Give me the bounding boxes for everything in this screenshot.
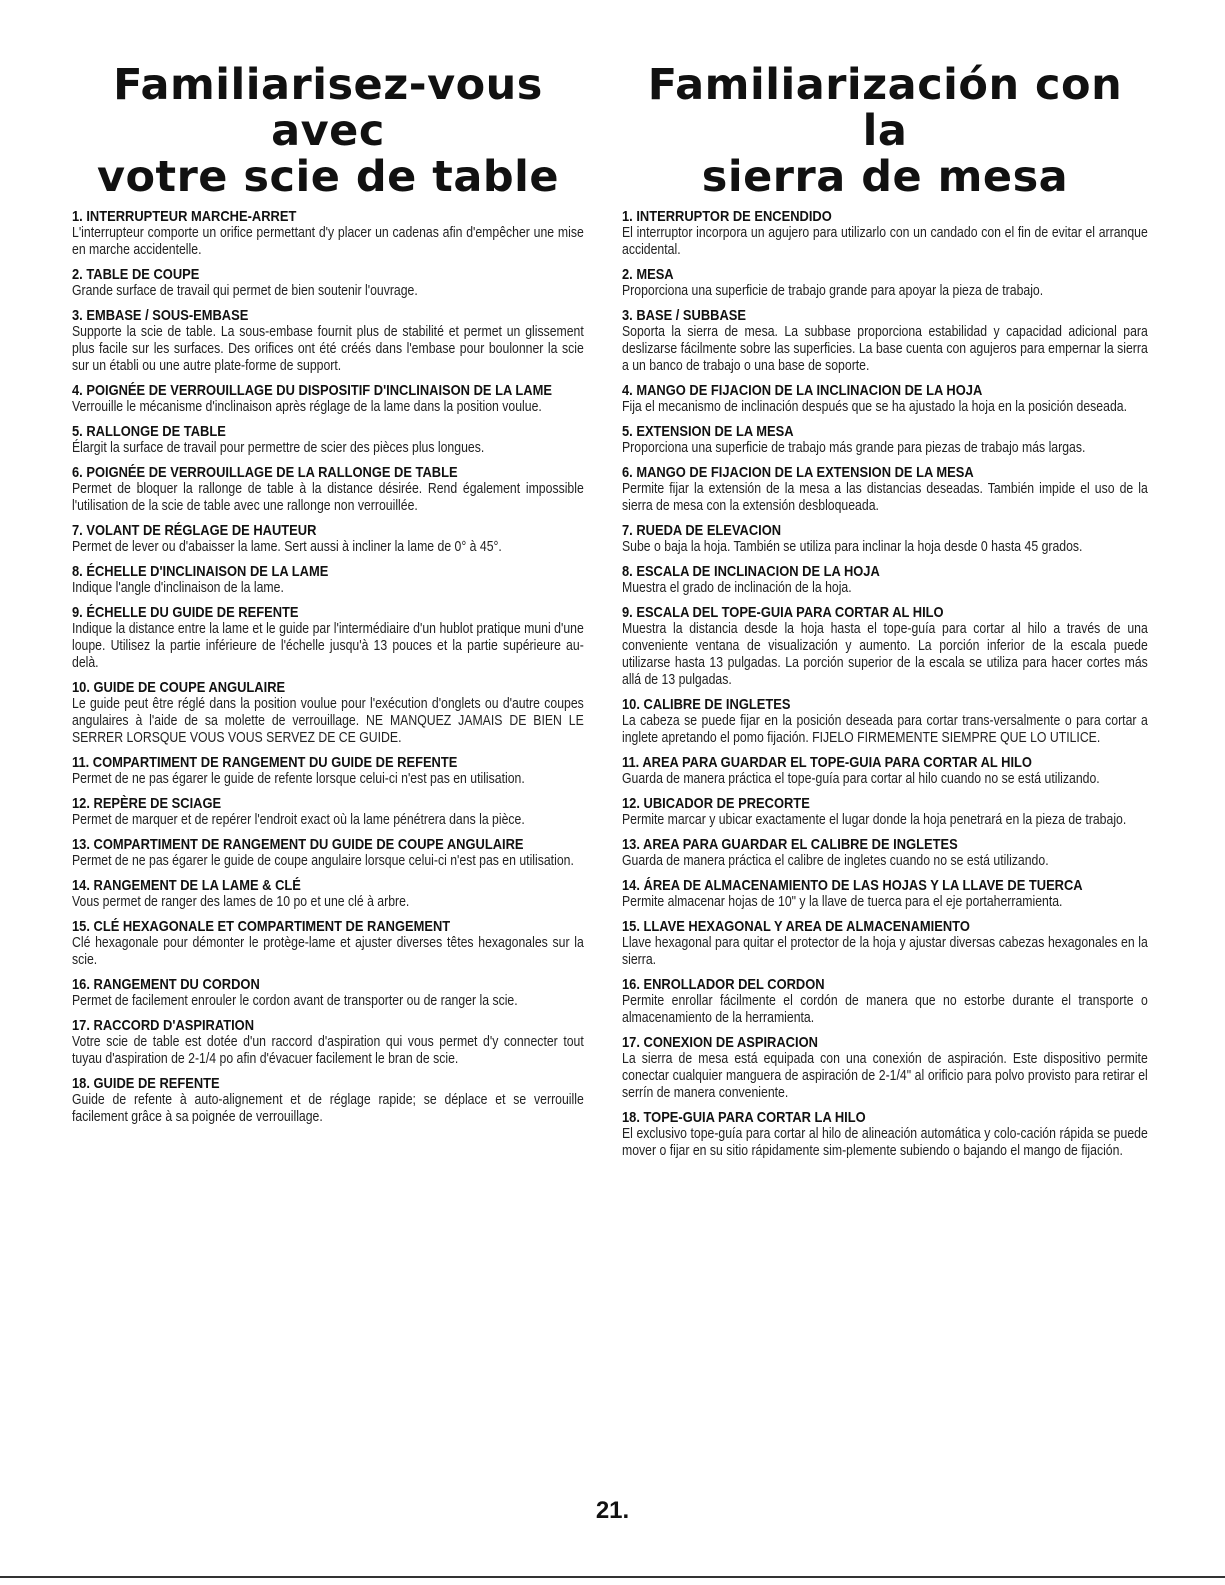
french-feature-heading: 8. ÉCHELLE D'INCLINAISON DE LA LAME (72, 563, 329, 580)
french-feature-description: Permet de ne pas égarer le guide de coupe angulaire lorsque celui-ci n'est pas en utilisation. (72, 853, 574, 869)
french-feature-heading: 3. EMBASE / SOUS-EMBASE (72, 307, 249, 324)
french-section-title (72, 62, 584, 200)
french-feature-item (72, 877, 584, 911)
spanish-feature-heading: 5. EXTENSION DE LA MESA (622, 423, 794, 440)
spanish-feature-item (622, 1109, 1148, 1160)
spanish-title-line-1: Familiarización con la (647, 60, 1123, 156)
bottom-divider (0, 1576, 1225, 1578)
spanish-feature-item (622, 464, 1148, 515)
french-column (72, 62, 584, 1133)
spanish-feature-heading: 13. AREA PARA GUARDAR EL CALIBRE DE INGLETES (622, 836, 958, 853)
spanish-feature-heading: 16. ENROLLADOR DEL CORDON (622, 976, 825, 993)
french-feature-description: Permet de marquer et de repérer l'endroit exact où la lame pénétrera dans la pièce. (72, 812, 525, 828)
spanish-section-title (622, 62, 1148, 200)
spanish-feature-item (622, 266, 1148, 300)
spanish-feature-heading: 6. MANGO DE FIJACION DE LA EXTENSION DE LA MESA (622, 464, 974, 481)
french-feature-heading: 5. RALLONGE DE TABLE (72, 423, 226, 440)
french-title-line-2: votre scie de table (96, 152, 560, 202)
spanish-feature-item (622, 836, 1148, 870)
french-feature-heading: 18. GUIDE DE REFENTE (72, 1075, 220, 1092)
spanish-feature-item (622, 382, 1148, 416)
french-feature-heading: 4. POIGNÉE DE VERROUILLAGE DU DISPOSITIF D'INCLINAISON DE LA LAME (72, 382, 552, 399)
french-feature-description: Indique la distance entre la lame et le guide par l'intermédiaire d'un hublot pratique muni d'une loupe. Utilisez la partie inférieure de l'échelle jusqu'à 13 pouces et la partie supérieure au-delà. (72, 621, 584, 671)
french-feature-item (72, 423, 584, 457)
spanish-feature-heading: 15. LLAVE HEXAGONAL Y AREA DE ALMACENAMIENTO (622, 918, 970, 935)
spanish-feature-heading: 10. CALIBRE DE INGLETES (622, 696, 791, 713)
french-feature-description: L'interrupteur comporte un orifice permettant d'y placer un cadenas afin d'empêcher une mise en marche accidentelle. (72, 225, 584, 258)
french-feature-description: Élargit la surface de travail pour permettre de scier des pièces plus longues. (72, 440, 485, 456)
spanish-feature-description: Permite almacenar hojas de 10" y la llave de tuerca para el eje portaherramienta. (622, 894, 1063, 910)
french-feature-description: Guide de refente à auto-alignement et de réglage rapide; se déplace et se verrouille facilement grâce à sa poignée de verrouillage. (72, 1092, 584, 1125)
spanish-feature-description: El exclusivo tope-guía para cortar al hilo de alineación automática y colo-cación rápida se puede mover o fijar en su sitio rápidamente sim-plemente subiendo o bajando el mango de fijación. (622, 1126, 1148, 1159)
french-feature-description: Grande surface de travail qui permet de bien soutenir l'ouvrage. (72, 283, 418, 299)
french-feature-item (72, 266, 584, 300)
spanish-feature-item (622, 877, 1148, 911)
spanish-feature-heading: 1. INTERRUPTOR DE ENCENDIDO (622, 208, 832, 225)
spanish-feature-heading: 3. BASE / SUBBASE (622, 307, 747, 324)
spanish-feature-description: Sube o baja la hoja. También se utiliza para inclinar la hoja desde 0 hasta 45 grados. (622, 539, 1083, 555)
spanish-feature-heading: 8. ESCALA DE INCLINACION DE LA HOJA (622, 563, 880, 580)
spanish-feature-heading: 12. UBICADOR DE PRECORTE (622, 795, 810, 812)
french-feature-item (72, 1017, 584, 1068)
french-feature-description: Permet de lever ou d'abaisser la lame. Sert aussi à incliner la lame de 0° à 45°. (72, 539, 502, 555)
french-feature-description: Clé hexagonale pour démonter le protège-lame et ajuster diverses têtes hexagonales sur la scie. (72, 935, 584, 968)
spanish-feature-description: Muestra el grado de inclinación de la hoja. (622, 580, 852, 596)
spanish-title-line-2: sierra de mesa (701, 152, 1069, 202)
french-feature-description: Vous permet de ranger des lames de 10 po et une clé à arbre. (72, 894, 410, 910)
french-feature-item (72, 795, 584, 829)
french-feature-description: Verrouille le mécanisme d'inclinaison après réglage de la lame dans la position voulue. (72, 399, 542, 415)
spanish-feature-item (622, 208, 1148, 259)
spanish-feature-description: Proporciona una superficie de trabajo más grande para piezas de trabajo más largas. (622, 440, 1086, 456)
page-number: 21. (595, 1497, 630, 1524)
french-feature-heading: 11. COMPARTIMENT DE RANGEMENT DU GUIDE DE REFENTE (72, 754, 458, 771)
french-feature-item (72, 1075, 584, 1126)
french-feature-heading: 13. COMPARTIMENT DE RANGEMENT DU GUIDE DE COUPE ANGULAIRE (72, 836, 524, 853)
french-feature-heading: 10. GUIDE DE COUPE ANGULAIRE (72, 679, 286, 696)
french-feature-item (72, 382, 584, 416)
french-feature-description: Permet de facilement enrouler le cordon avant de transporter ou de ranger la scie. (72, 993, 518, 1009)
french-feature-item (72, 679, 584, 747)
spanish-feature-item (622, 754, 1148, 788)
spanish-feature-description: Permite enrollar fácilmente el cordón de manera que no estorbe durante el transporte o almacenamiento de la herramienta. (622, 993, 1148, 1026)
french-feature-item (72, 464, 584, 515)
french-feature-heading: 15. CLÉ HEXAGONALE ET COMPARTIMENT DE RANGEMENT (72, 918, 451, 935)
spanish-feature-description: Llave hexagonal para quitar el protector de la hoja y ajustar diversas cabezas hexagonales en la sierra. (622, 935, 1148, 968)
spanish-feature-item (622, 976, 1148, 1027)
spanish-feature-description: Proporciona una superficie de trabajo grande para apoyar la pieza de trabajo. (622, 283, 1044, 299)
french-feature-heading: 16. RANGEMENT DU CORDON (72, 976, 260, 993)
french-feature-heading: 17. RACCORD D'ASPIRATION (72, 1017, 255, 1034)
spanish-feature-item (622, 1034, 1148, 1102)
spanish-feature-heading: 14. ÁREA DE ALMACENAMIENTO DE LAS HOJAS Y LA LLAVE DE TUERCA (622, 877, 1083, 894)
spanish-feature-heading: 18. TOPE-GUIA PARA CORTAR LA HILO (622, 1109, 866, 1126)
spanish-feature-item (622, 307, 1148, 375)
spanish-feature-description: Permite fijar la extensión de la mesa a las distancias deseadas. También impide el uso de la sierra de mesa con la extensión desbloqueada. (622, 481, 1148, 514)
spanish-feature-item (622, 522, 1148, 556)
spanish-feature-description: Muestra la distancia desde la hoja hasta el tope-guía para cortar al hilo a través de una conveniente ventana de visualización y aumento. La porción inferior de la escala puede utilizarse hasta 13 pulgadas. La porción superior de la escala se utiliza para hacer cortes más allá de 13 pulgadas. (622, 621, 1148, 688)
spanish-feature-item (622, 563, 1148, 597)
spanish-feature-item (622, 604, 1148, 689)
spanish-feature-heading: 9. ESCALA DEL TOPE-GUIA PARA CORTAR AL HILO (622, 604, 944, 621)
spanish-feature-description: La cabeza se puede fijar en la posición deseada para cortar trans-versalmente o para cortar a inglete apretando el pomo fijación. FIJELO FIRMEMENTE SIEMPRE QUE LO UTILICE. (622, 713, 1148, 746)
spanish-feature-description: Permite marcar y ubicar exactamente el lugar donde la hoja penetrará en la pieza de trabajo. (622, 812, 1127, 828)
french-feature-description: Votre scie de table est dotée d'un raccord d'aspiration qui vous permet d'y connecter tout tuyau d'aspiration de 2-1/4 po afin d'évacuer facilement le bran de scie. (72, 1034, 584, 1067)
spanish-feature-item (622, 696, 1148, 747)
french-feature-item (72, 208, 584, 259)
french-feature-heading: 6. POIGNÉE DE VERROUILLAGE DE LA RALLONGE DE TABLE (72, 464, 458, 481)
french-feature-item (72, 563, 584, 597)
french-feature-item (72, 604, 584, 672)
french-feature-item (72, 836, 584, 870)
spanish-feature-heading: 17. CONEXION DE ASPIRACION (622, 1034, 818, 1051)
french-feature-heading: 12. REPÈRE DE SCIAGE (72, 795, 222, 812)
spanish-feature-description: Fija el mecanismo de inclinación después que se ha ajustado la hoja en la posición deseada. (622, 399, 1127, 415)
french-feature-heading: 14. RANGEMENT DE LA LAME & CLÉ (72, 877, 301, 894)
spanish-feature-item (622, 795, 1148, 829)
spanish-feature-description: La sierra de mesa está equipada con una conexión de aspiración. Este dispositivo permite conectar cualquier manguera de aspiración de 2-1/4" al orificio para polvo provisto para retirar el serrín de manera conveniente. (622, 1051, 1148, 1101)
spanish-feature-description: Soporta la sierra de mesa. La subbase proporciona estabilidad y capacidad adicional para deslizarse fácilmente sobre las superficies. La base cuenta con agujeros para empernar la sierra a un banco de trabajo o una base de soporte. (622, 324, 1148, 374)
french-feature-description: Permet de bloquer la rallonge de table à la distance désirée. Rend également impossible l'utilisation de la scie de table avec une rallonge non verrouillée. (72, 481, 584, 514)
french-feature-heading: 9. ÉCHELLE DU GUIDE DE REFENTE (72, 604, 299, 621)
french-feature-list (72, 208, 584, 1126)
french-feature-heading: 7. VOLANT DE RÉGLAGE DE HAUTEUR (72, 522, 317, 539)
spanish-column (622, 62, 1148, 1167)
french-feature-item (72, 307, 584, 375)
spanish-feature-description: Guarda de manera práctica el tope-guía para cortar al hilo cuando no se está utilizando. (622, 771, 1100, 787)
french-feature-description: Indique l'angle d'inclinaison de la lame. (72, 580, 284, 596)
french-feature-item (72, 522, 584, 556)
spanish-feature-description: El interruptor incorpora un agujero para utilizarlo con un candado con el fin de evitar el arranque accidental. (622, 225, 1148, 258)
spanish-feature-description: Guarda de manera práctica el calibre de ingletes cuando no se está utilizando. (622, 853, 1049, 869)
french-feature-description: Permet de ne pas égarer le guide de refente lorsque celui-ci n'est pas en utilisation. (72, 771, 525, 787)
french-feature-heading: 2. TABLE DE COUPE (72, 266, 200, 283)
french-feature-item (72, 754, 584, 788)
spanish-feature-item (622, 423, 1148, 457)
spanish-feature-heading: 11. AREA PARA GUARDAR EL TOPE-GUIA PARA CORTAR AL HILO (622, 754, 1032, 771)
french-feature-item (72, 976, 584, 1010)
spanish-feature-heading: 2. MESA (622, 266, 674, 283)
spanish-feature-heading: 4. MANGO DE FIJACION DE LA INCLINACION DE LA HOJA (622, 382, 983, 399)
french-feature-description: Le guide peut être réglé dans la position voulue pour l'exécution d'onglets ou d'autre coupes angulaires à l'aide de sa molette de verrouillage. NE MANQUEZ JAMAIS DE BIEN LE SERRER LORSQUE VOUS VOUS SERVEZ DE CE GUIDE. (72, 696, 584, 746)
spanish-feature-heading: 7. RUEDA DE ELEVACION (622, 522, 782, 539)
french-feature-description: Supporte la scie de table. La sous-embase fournit plus de stabilité et permet un glissement plus facile sur les surfaces. Des orifices ont été créés dans l'embase pour boulonner la scie sur un établi ou une autre plate-forme de support. (72, 324, 584, 374)
french-feature-heading: 1. INTERRUPTEUR MARCHE-ARRET (72, 208, 297, 225)
spanish-feature-item (622, 918, 1148, 969)
french-title-line-1: Familiarisez-vous avec (113, 60, 543, 156)
french-feature-item (72, 918, 584, 969)
spanish-feature-list (622, 208, 1148, 1160)
